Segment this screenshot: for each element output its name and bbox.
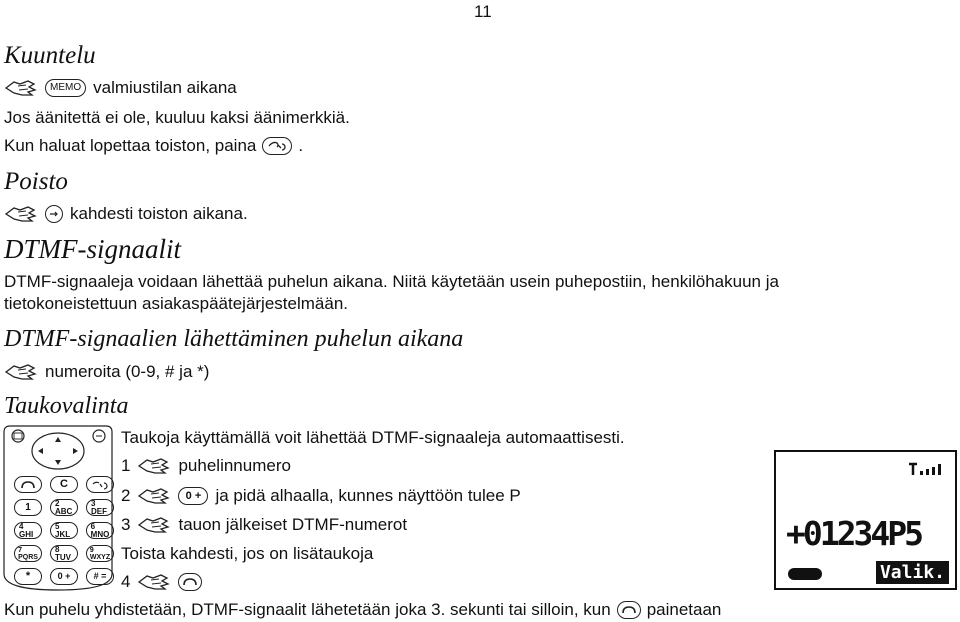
poisto-line1 bbox=[4, 204, 248, 224]
key-hash[interactable]: # = bbox=[86, 568, 114, 585]
send-key-icon bbox=[178, 573, 202, 591]
phone-display bbox=[774, 450, 957, 590]
end-call-key-icon bbox=[262, 137, 292, 155]
step-3 bbox=[121, 515, 407, 535]
hand-press-icon bbox=[137, 456, 171, 476]
step-4-number: 4 bbox=[121, 572, 131, 591]
keypad-grid bbox=[14, 476, 114, 585]
memo-key-icon: MEMO bbox=[45, 79, 86, 97]
heading-dtmf: DTMF-signaalit bbox=[4, 234, 182, 264]
dtmf-send-line1 bbox=[4, 362, 209, 382]
dtmf-send-line1-text: numeroita (0-9, # ja *) bbox=[45, 362, 210, 381]
key-0[interactable]: 0 + bbox=[50, 568, 78, 585]
hand-press-icon bbox=[137, 515, 171, 535]
battery-icon bbox=[788, 568, 822, 580]
send-key-icon bbox=[617, 601, 641, 619]
key-star[interactable]: * bbox=[14, 568, 42, 585]
key-7[interactable]: 7 PQRS bbox=[14, 545, 42, 562]
step-2 bbox=[121, 486, 521, 506]
key-c[interactable]: C bbox=[50, 476, 78, 493]
key-send[interactable] bbox=[14, 476, 42, 493]
hand-press-icon bbox=[4, 204, 38, 224]
kuuntelu-line3-text: Kun haluat lopettaa toiston, paina bbox=[4, 136, 257, 155]
kuuntelu-line1 bbox=[4, 78, 237, 98]
kuuntelu-line1-text: valmiustilan aikana bbox=[93, 78, 237, 97]
footer-text-post: painetaan bbox=[646, 600, 722, 619]
step-2-number: 2 bbox=[121, 486, 131, 505]
key-end[interactable] bbox=[86, 476, 114, 493]
kuuntelu-line3-end: . bbox=[298, 136, 304, 155]
footer-text-pre: Kun puhelu yhdistetään, DTMF-signaalit lähetetään joka 3. sekunti tai silloin, kun bbox=[4, 600, 611, 619]
step-1-text: puhelinnumero bbox=[178, 456, 291, 475]
display-number: +01234P5 bbox=[786, 514, 921, 553]
dtmf-para-line2: tietokoneistettuun asiakaspäätejärjestelmään. bbox=[4, 294, 348, 313]
kuuntelu-line3 bbox=[4, 136, 303, 156]
repeat-note: Toista kahdesti, jos on lisätaukoja bbox=[121, 544, 374, 563]
key-6[interactable]: 6 MNO bbox=[86, 522, 114, 539]
heading-taukovalinta: Taukovalinta bbox=[4, 393, 129, 419]
kuuntelu-line2: Jos äänitettä ei ole, kuuluu kaksi äänimerkkiä. bbox=[4, 108, 350, 127]
hand-press-icon bbox=[4, 362, 38, 382]
hand-press-icon bbox=[137, 486, 171, 506]
key-2[interactable]: 2 ABC bbox=[50, 499, 78, 516]
dtmf-para-line1: DTMF-signaaleja voidaan lähettää puhelun aikana. Niitä käytetään usein puhepostiin, henkilöhakuun ja bbox=[4, 272, 779, 291]
key-1[interactable]: 1 bbox=[14, 499, 42, 516]
step-2-text: ja pidä alhaalla, kunnes näyttöön tulee P bbox=[215, 486, 521, 505]
footer-sentence bbox=[4, 600, 721, 620]
page-number: 11 bbox=[474, 2, 492, 21]
softkey-right-icon bbox=[45, 205, 63, 223]
signal-strength-icon bbox=[907, 462, 947, 476]
step-1-number: 1 bbox=[121, 456, 131, 475]
heading-dtmf-send: DTMF-signaalien lähettäminen puhelun aikana bbox=[4, 326, 464, 352]
poisto-line1-text: kahdesti toiston aikana. bbox=[70, 204, 248, 223]
zero-plus-key-icon: 0 + bbox=[178, 487, 208, 505]
key-9[interactable]: 9 WXYZ bbox=[86, 545, 114, 562]
step-3-text: tauon jälkeiset DTMF-numerot bbox=[178, 515, 408, 534]
hand-press-icon bbox=[137, 572, 171, 592]
step-3-number: 3 bbox=[121, 515, 131, 534]
step-4 bbox=[121, 572, 202, 592]
key-8[interactable]: 8 TUV bbox=[50, 545, 78, 562]
key-5[interactable]: 5 JKL bbox=[50, 522, 78, 539]
step-1 bbox=[121, 456, 291, 476]
key-3[interactable]: 3 DEF bbox=[86, 499, 114, 516]
heading-kuuntelu: Kuuntelu bbox=[4, 42, 96, 69]
hand-press-icon bbox=[4, 78, 38, 98]
display-softkey-label: Valik. bbox=[876, 561, 949, 584]
taukovalinta-intro: Taukoja käyttämällä voit lähettää DTMF-signaaleja automaattisesti. bbox=[121, 428, 625, 447]
key-4[interactable]: 4 GHI bbox=[14, 522, 42, 539]
heading-poisto: Poisto bbox=[4, 168, 68, 195]
